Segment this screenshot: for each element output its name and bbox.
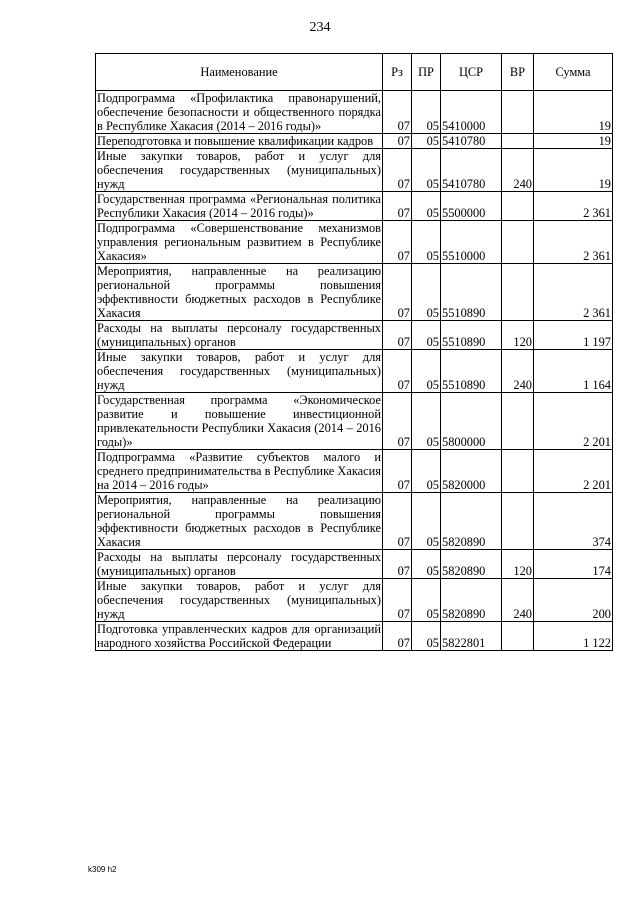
header-csr: ЦСР (441, 54, 502, 91)
row-sum: 19 (534, 134, 613, 149)
row-pr: 05 (412, 91, 441, 134)
header-vr: ВР (502, 54, 534, 91)
table-row (96, 149, 613, 192)
row-sum: 2 201 (534, 393, 613, 450)
table-row (96, 134, 613, 149)
row-vr: 240 (502, 579, 534, 622)
row-pr: 05 (412, 134, 441, 149)
row-rz: 07 (383, 579, 412, 622)
table-row (96, 450, 613, 493)
table-row (96, 393, 613, 450)
table-row (96, 264, 613, 321)
row-rz: 07 (383, 493, 412, 550)
row-pr: 05 (412, 321, 441, 350)
row-pr: 05 (412, 622, 441, 651)
row-vr (502, 450, 534, 493)
table-header-row (96, 54, 613, 91)
row-vr: 240 (502, 350, 534, 393)
row-vr (502, 393, 534, 450)
table-row (96, 321, 613, 350)
row-csr: 5800000 (441, 393, 502, 450)
row-rz: 07 (383, 393, 412, 450)
row-rz: 07 (383, 264, 412, 321)
row-name: Иные закупки товаров, работ и услуг для обеспечения государственных (муниципальных) нужд (97, 350, 381, 392)
row-csr: 5820890 (441, 579, 502, 622)
table-row (96, 579, 613, 622)
table-row (96, 493, 613, 550)
row-name: Расходы на выплаты персоналу государственных (муниципальных) органов (97, 321, 381, 349)
row-csr: 5500000 (441, 192, 502, 221)
row-name: Государственная программа «Экономическое развитие и повышение инвестиционной привлекательности Республики Хакасия (2014 – 2016 годы)» (97, 393, 381, 449)
row-name: Расходы на выплаты персоналу государственных (муниципальных) органов (97, 550, 381, 578)
row-pr: 05 (412, 149, 441, 192)
row-name: Подпрограмма «Профилактика правонарушений, обеспечение безопасности и общественного порядка в Республике Хакасия (2014 – 2016 годы)» (97, 91, 381, 133)
header-name: Наименование (96, 54, 383, 91)
row-pr: 05 (412, 493, 441, 550)
row-sum: 2 201 (534, 450, 613, 493)
row-rz: 07 (383, 350, 412, 393)
row-sum: 2 361 (534, 264, 613, 321)
table-row (96, 550, 613, 579)
row-name: Переподготовка и повышение квалификации кадров (96, 134, 383, 149)
page-number: 234 (309, 20, 331, 35)
row-rz: 07 (383, 550, 412, 579)
row-vr (502, 221, 534, 264)
row-sum: 19 (534, 149, 613, 192)
row-name: Подпрограмма «Совершенствование механизмов управления региональным развитием в Республике Хакасия» (97, 221, 381, 263)
table-row (96, 91, 613, 134)
row-sum: 1 122 (534, 622, 613, 651)
row-vr (502, 134, 534, 149)
row-pr: 05 (412, 393, 441, 450)
row-vr (502, 493, 534, 550)
row-sum: 174 (534, 550, 613, 579)
row-csr: 5410000 (441, 91, 502, 134)
header-rz: Рз (383, 54, 412, 91)
row-name: Подготовка управленческих кадров для организаций народного хозяйства Российской Федерации (97, 622, 381, 650)
row-pr: 05 (412, 221, 441, 264)
row-name: Государственная программа «Региональная политика Республики Хакасия (2014 – 2016 годы)» (97, 192, 381, 220)
row-name: Мероприятия, направленные на реализацию региональной программы повышения эффективности бюджетных расходов в Республике Хакасия (97, 264, 381, 320)
row-vr (502, 91, 534, 134)
header-sum: Сумма (534, 54, 613, 91)
row-pr: 05 (412, 192, 441, 221)
row-name: Иные закупки товаров, работ и услуг для обеспечения государственных (муниципальных) нужд (97, 149, 381, 191)
row-sum: 1 164 (534, 350, 613, 393)
row-pr: 05 (412, 450, 441, 493)
row-rz: 07 (383, 192, 412, 221)
footer-code: k309 h2 (88, 865, 117, 874)
header-pr: ПР (412, 54, 441, 91)
row-rz: 07 (383, 91, 412, 134)
row-vr: 120 (502, 550, 534, 579)
budget-table (95, 53, 613, 651)
row-name: Мероприятия, направленные на реализацию региональной программы повышения эффективности бюджетных расходов в Республике Хакасия (97, 493, 381, 549)
row-vr (502, 622, 534, 651)
row-sum: 200 (534, 579, 613, 622)
row-rz: 07 (383, 149, 412, 192)
row-csr: 5510890 (441, 264, 502, 321)
table-row (96, 192, 613, 221)
table-row (96, 350, 613, 393)
row-name: Иные закупки товаров, работ и услуг для обеспечения государственных (муниципальных) нужд (97, 579, 381, 621)
row-vr (502, 264, 534, 321)
row-csr: 5410780 (441, 149, 502, 192)
row-rz: 07 (383, 450, 412, 493)
row-rz: 07 (383, 321, 412, 350)
row-vr: 120 (502, 321, 534, 350)
row-csr: 5822801 (441, 622, 502, 651)
row-rz: 07 (383, 221, 412, 264)
row-csr: 5510000 (441, 221, 502, 264)
row-sum: 374 (534, 493, 613, 550)
row-csr: 5510890 (441, 321, 502, 350)
row-vr (502, 192, 534, 221)
row-csr: 5820890 (441, 550, 502, 579)
row-pr: 05 (412, 264, 441, 321)
row-csr: 5410780 (441, 134, 502, 149)
row-sum: 1 197 (534, 321, 613, 350)
row-rz: 07 (383, 622, 412, 651)
row-sum: 19 (534, 91, 613, 134)
row-pr: 05 (412, 350, 441, 393)
row-rz: 07 (383, 134, 412, 149)
table-row (96, 622, 613, 651)
row-pr: 05 (412, 579, 441, 622)
table-row (96, 221, 613, 264)
row-csr: 5510890 (441, 350, 502, 393)
row-vr: 240 (502, 149, 534, 192)
row-csr: 5820000 (441, 450, 502, 493)
row-name: Подпрограмма «Развитие субъектов малого и среднего предпринимательства в Республике Хакасия на 2014 – 2016 годы» (97, 450, 381, 492)
row-sum: 2 361 (534, 192, 613, 221)
row-csr: 5820890 (441, 493, 502, 550)
row-sum: 2 361 (534, 221, 613, 264)
row-pr: 05 (412, 550, 441, 579)
